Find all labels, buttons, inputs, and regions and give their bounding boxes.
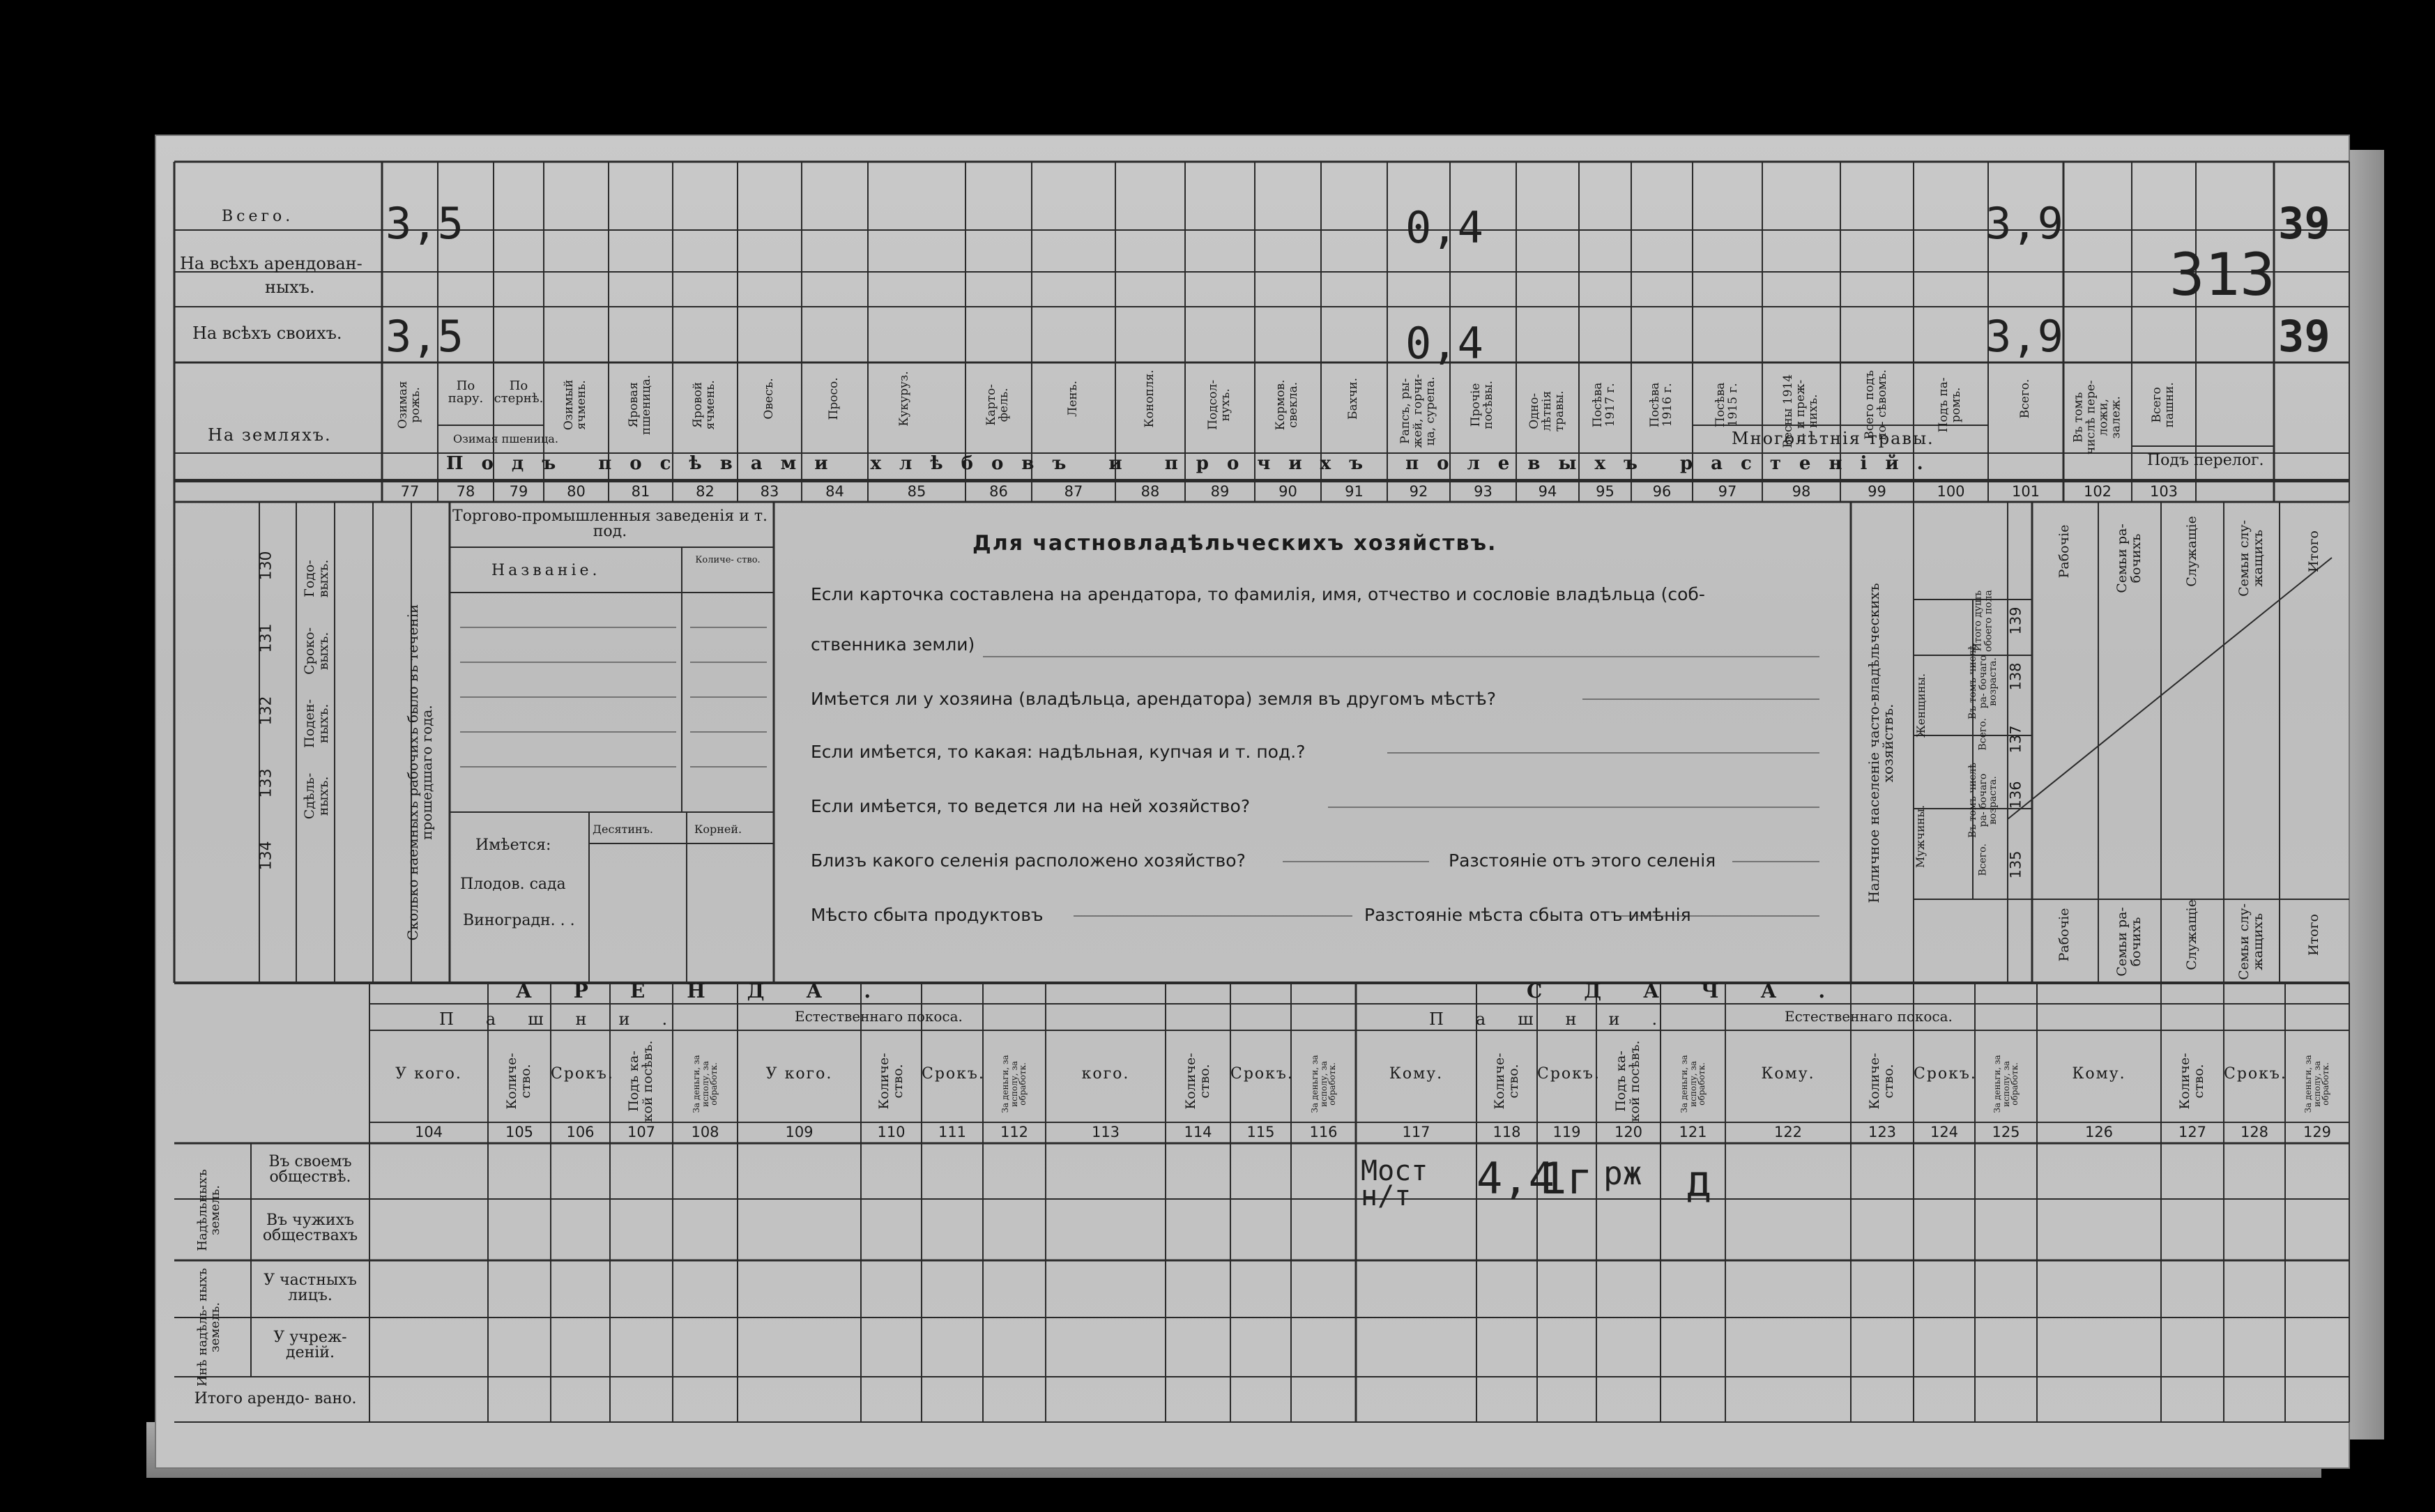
col-number-101: 101	[2011, 483, 2040, 500]
lease-number-120: 120	[1614, 1124, 1643, 1140]
lease-number-126: 126	[2084, 1124, 2114, 1140]
worker-num-134: 134	[257, 841, 275, 871]
col-number-83: 83	[760, 483, 779, 500]
lease-number-121: 121	[1679, 1124, 1707, 1140]
private-line-1: Если карточка составлена на арендатора, то фамилiя, имя, отчество и сословiе владѣльца (соб-	[811, 584, 1705, 604]
private-line-8: Мѣсто сбыта продуктовъ	[811, 905, 1044, 925]
private-title: Для частновладѣльческихъ хозяйствъ.	[972, 531, 1497, 556]
lease-number-123: 123	[1868, 1124, 1897, 1140]
crop-header-87: Ленъ.	[1066, 381, 1081, 417]
pop-label-137: Всего.	[1977, 718, 1989, 751]
row-label-rented-2: ныхъ.	[265, 277, 315, 297]
private-line-7: Разстоянiе отъ этого селенiя	[1449, 850, 1716, 871]
col-number-98: 98	[1792, 483, 1811, 500]
col-number-85: 85	[907, 483, 926, 500]
lease-number-106: 106	[566, 1124, 595, 1140]
crop-header-96: Посѣва 1916 г.	[1648, 382, 1674, 428]
col-number-78: 78	[456, 483, 475, 500]
lease-header-125: За деньги, за исполу, за обработк.	[1992, 1055, 2020, 1113]
arenda-pashni: Пашни.	[439, 1009, 700, 1029]
lease-header-129: За деньги, за исполу, за обработк.	[2303, 1055, 2331, 1113]
pop-num-136: 136	[2007, 781, 2024, 809]
lease-header-108: За деньги, за исполу, за обработк.	[691, 1055, 719, 1113]
lease-number-119: 119	[1552, 1124, 1581, 1140]
private-line-2: ственника земли)	[811, 634, 975, 655]
row-label-lands: На земляхъ.	[208, 425, 332, 445]
pop-label-138: Въ томъ числѣ ра- бочаго возраста.	[1967, 644, 1999, 719]
women-label: Женщины.	[1914, 673, 1928, 738]
col-number-87: 87	[1064, 483, 1083, 500]
crop-header-102: Въ томъ числѣ пере- ложи, залеж.	[2071, 380, 2123, 455]
sdacha-pashni: Пашни.	[1429, 1009, 1690, 1029]
crop-header-79: По стернѣ.	[494, 379, 544, 406]
crop-header-100: Подъ па- ромъ.	[1937, 377, 1963, 433]
lease-number-104: 104	[414, 1124, 443, 1140]
crop-header-90: Кормов. свекла.	[1274, 379, 1300, 431]
worker-label-131: Сроко- выхъ.	[302, 627, 331, 675]
trade-qty-header: Количе- ство.	[695, 555, 761, 565]
hw-121: д	[1686, 1156, 1712, 1207]
men-label: Мужчины.	[1914, 804, 1928, 869]
lease-header-113: кого.	[1081, 1065, 1130, 1083]
row-total-rented: Итого арендо- вано.	[194, 1390, 357, 1407]
row-own-society: Въ своемъ обществѣ.	[268, 1153, 352, 1186]
lease-number-118: 118	[1493, 1124, 1521, 1140]
hw-own-103: 39	[2278, 311, 2330, 362]
pop-num-139: 139	[2007, 606, 2024, 635]
worker-label-133: Сдѣль- ныхъ.	[302, 772, 331, 820]
crop-header-88: Конопля.	[1143, 369, 1157, 428]
lease-header-106: Срокъ.	[551, 1065, 614, 1083]
row-label-rented: На всѣхъ арендован-	[180, 254, 362, 273]
arenda-title: АРЕНДА.	[516, 979, 913, 1002]
col-number-77: 77	[400, 483, 420, 500]
lease-header-117: Кому.	[1389, 1065, 1444, 1083]
col-number-79: 79	[509, 483, 528, 500]
private-line-3: Имѣется ли у хозяина (владѣльца, арендатора) земля въ другомъ мѣстѣ?	[811, 689, 1497, 709]
col-number-82: 82	[696, 483, 715, 500]
staff-head-4: Итого	[2306, 530, 2322, 572]
lease-number-122: 122	[1773, 1124, 1803, 1140]
crop-header-78: По пару.	[448, 379, 484, 406]
perennial-grass-label: Многолѣтнiя травы.	[1732, 429, 1934, 448]
lease-header-122: Кому.	[1761, 1065, 1815, 1083]
lease-number-107: 107	[627, 1124, 656, 1140]
crop-header-92: Рапсъ, ры- жей, горчи- ца, сурепа.	[1398, 374, 1437, 448]
crop-header-80: Озимый ячмень.	[562, 379, 588, 431]
workers-title: Сколько наемныхъ рабочихъ было въ теченiи прошедшаго года.	[404, 604, 435, 941]
staff-head-0: Рабочiе	[2056, 524, 2073, 579]
lease-number-125: 125	[1992, 1124, 2020, 1140]
row-private: У частныхъ лицъ.	[264, 1272, 357, 1304]
crop-header-85: Кукуруз.	[897, 371, 912, 427]
worker-num-131: 131	[257, 623, 275, 653]
winter-wheat-label: Озимая пшеница.	[453, 432, 558, 445]
lease-number-127: 127	[2178, 1124, 2207, 1140]
hw-119: 1г	[1541, 1153, 1593, 1204]
col-number-88: 88	[1140, 483, 1160, 500]
lease-number-109: 109	[785, 1124, 814, 1140]
crop-header-83: Овесъ.	[762, 378, 777, 420]
lease-header-119: Срокъ.	[1537, 1065, 1601, 1083]
fallow-label: Подъ перелог.	[2147, 452, 2264, 469]
staff-foot-0: Рабочiе	[2056, 908, 2073, 962]
staff-foot-2: Служащiе	[2184, 899, 2200, 970]
lease-header-115: Срокъ.	[1230, 1065, 1294, 1083]
crops-band: Подъ посѣвами хлѣбовъ и прочихъ полевыхъ растенiй.	[446, 453, 1941, 474]
col-number-100: 100	[1937, 483, 1965, 500]
row-label-total: Всего.	[222, 208, 294, 225]
inye-label: Инѣ надѣль- ныхъ земель.	[195, 1268, 222, 1387]
hw-rent-101: 313	[2169, 240, 2275, 309]
staff-foot-3: Семьи слу- жащихъ	[2236, 903, 2266, 980]
col-number-102: 102	[2083, 483, 2112, 500]
col-number-96: 96	[1652, 483, 1672, 500]
lease-header-107: Подъ ка- кой посѣвъ.	[626, 1040, 655, 1122]
lease-header-123: Количе- ство.	[1867, 1053, 1896, 1110]
population-title: Наличное населенiе часто-владѣльческихъ хозяйствъ.	[1865, 583, 1896, 903]
col-number-99: 99	[1868, 483, 1886, 500]
staff-head-3: Семьи слу- жащихъ	[2236, 519, 2266, 597]
private-line-4: Если имѣется, то какая: надѣльная, купчая и т. под.?	[811, 742, 1306, 762]
staff-foot-1: Семьи ра- бочихъ	[2114, 907, 2144, 977]
pop-label-135: Всего.	[1977, 843, 1989, 876]
crop-header-82: Яровой ячмень.	[691, 380, 717, 430]
pop-label-136: Въ томъ числѣ ра- бочаго возраста.	[1967, 763, 1999, 838]
crop-header-77: Озимая рожь.	[396, 381, 422, 429]
crop-header-103: Всего пашни.	[2150, 382, 2176, 428]
lease-number-111: 111	[938, 1124, 967, 1140]
lease-number-105: 105	[505, 1124, 534, 1140]
lease-number-128: 128	[2240, 1124, 2269, 1140]
lease-header-116: За деньги, за исполу, за обработк.	[1309, 1055, 1337, 1113]
lease-number-113: 113	[1091, 1124, 1120, 1140]
col-number-94: 94	[1538, 483, 1557, 500]
hw-own-77: 3,5	[386, 311, 464, 362]
staff-foot-4: Итого	[2306, 914, 2322, 956]
nadel-label: Надѣльныхъ земель.	[195, 1169, 222, 1251]
row-institutions: У учреж- денiй.	[273, 1329, 347, 1361]
crop-header-99: Всего подъ по- сѣвомъ.	[1863, 369, 1889, 441]
col-number-91: 91	[1345, 483, 1364, 500]
worker-label-132: Поден- ныхъ.	[302, 698, 331, 748]
lease-header-127: Количе- ство.	[2177, 1053, 2206, 1110]
hw-118: 4,4	[1476, 1153, 1555, 1204]
crop-header-94: Одно- лѣтнiя травы.	[1527, 390, 1566, 432]
lease-header-109: У кого.	[765, 1065, 833, 1083]
korney-header: Корней.	[694, 823, 742, 836]
lease-number-108: 108	[691, 1124, 719, 1140]
vineyard-label: Виноградн. . .	[463, 912, 575, 929]
crop-header-95: Посѣва 1917 г.	[1591, 382, 1617, 428]
pop-num-137: 137	[2007, 725, 2024, 754]
crop-header-86: Карто- фель.	[984, 384, 1011, 426]
lease-header-121: За деньги, за исполу, за обработк.	[1679, 1055, 1707, 1113]
trade-name-header: Названiе.	[491, 562, 601, 579]
sdacha-pokos: Естественнаго покоса.	[1785, 1008, 1953, 1025]
lease-number-116: 116	[1309, 1124, 1338, 1140]
lease-header-105: Количе- ство.	[504, 1053, 533, 1110]
col-number-95: 95	[1596, 483, 1615, 500]
crop-header-93: Прочiе посѣвы.	[1469, 380, 1495, 429]
diagonal-stroke	[2008, 558, 2332, 819]
lease-number-115: 115	[1246, 1124, 1275, 1140]
desyatin-header: Десятинъ.	[593, 823, 653, 836]
lease-number-124: 124	[1930, 1124, 1959, 1140]
hw-total-103: 39	[2278, 198, 2330, 249]
lease-header-112: За деньги, за исполу, за обработк.	[1000, 1055, 1028, 1113]
hw-own-91: 0,4	[1405, 318, 1483, 369]
crop-header-89: Подсол- нухъ.	[1206, 379, 1232, 430]
crop-header-101: Всего.	[2018, 379, 2033, 419]
lease-header-118: Количе- ство.	[1491, 1053, 1521, 1110]
hw-total-91: 0,4	[1405, 202, 1483, 253]
col-number-90: 90	[1278, 483, 1297, 500]
pop-num-135: 135	[2007, 850, 2024, 879]
staff-head-2: Служащiе	[2184, 516, 2200, 587]
private-line-9: Разстоянiе мѣста сбыта отъ имѣнiя	[1364, 905, 1691, 925]
worker-num-133: 133	[257, 768, 275, 798]
lease-header-114: Количе- ство.	[1182, 1053, 1212, 1110]
crop-header-84: Просо.	[827, 377, 841, 420]
lease-header-120: Подъ ка- кой посѣвъ.	[1613, 1040, 1642, 1122]
col-number-86: 86	[989, 483, 1008, 500]
pop-num-138: 138	[2007, 662, 2024, 691]
worker-num-132: 132	[257, 696, 275, 726]
col-number-92: 92	[1409, 483, 1428, 500]
crop-header-97: Посѣва 1915 г.	[1713, 382, 1740, 428]
col-number-93: 93	[1474, 483, 1493, 500]
worker-label-130: Годо- выхъ.	[302, 559, 331, 598]
lease-number-114: 114	[1184, 1124, 1212, 1140]
lease-header-104: У кого.	[395, 1065, 462, 1083]
staff-head-1: Семьи ра- бочихъ	[2114, 524, 2144, 593]
col-number-97: 97	[1718, 483, 1737, 500]
worker-num-130: 130	[257, 551, 275, 581]
imeetsya-label: Имѣется:	[475, 837, 551, 854]
sdacha-title: СДАЧА.	[1527, 979, 1868, 1002]
lease-header-126: Кому.	[2072, 1065, 2126, 1083]
private-line-5: Если имѣется, то ведется ли на ней хозяйство?	[811, 796, 1251, 816]
hw-117: Мост н/т	[1361, 1155, 1428, 1212]
lease-number-129: 129	[2303, 1124, 2332, 1140]
row-label-own: На всѣхъ своихъ.	[192, 323, 342, 343]
col-number-81: 81	[631, 483, 650, 500]
hw-120: рж	[1603, 1154, 1642, 1192]
private-line-6: Близъ какого селенiя расположено хозяйство?	[811, 850, 1246, 871]
arenda-pokos: Естественнаго покоса.	[795, 1008, 963, 1025]
hw-total-77: 3,5	[386, 198, 464, 249]
col-number-80: 80	[567, 483, 586, 500]
col-number-103: 103	[2149, 483, 2178, 500]
hw-own-99: 3,9	[1985, 311, 2063, 362]
hw-total-99: 3,9	[1985, 198, 2063, 249]
lease-header-124: Срокъ.	[1914, 1065, 1977, 1083]
crop-header-81: Яровая пшеница.	[627, 374, 653, 436]
lease-number-117: 117	[1402, 1124, 1430, 1140]
lease-header-128: Срокъ.	[2224, 1065, 2287, 1083]
col-number-84: 84	[825, 483, 844, 500]
crop-header-98: Весны 1914 г. и преж- нихъ.	[1781, 374, 1820, 448]
lease-number-110: 110	[877, 1124, 906, 1140]
trade-title: Торгово-промышленныя заведенiя и т. под.	[452, 507, 768, 540]
lease-header-111: Срокъ.	[922, 1065, 985, 1083]
lease-header-110: Количе- ство.	[876, 1053, 906, 1110]
lease-number-112: 112	[1000, 1124, 1029, 1140]
row-other-society: Въ чужихъ обществахъ	[262, 1212, 358, 1244]
pop-label-139: Итого душъ обоего пола	[1972, 590, 1994, 652]
col-number-89: 89	[1210, 483, 1230, 500]
crop-header-91: Бахчи.	[1346, 377, 1361, 420]
orchard-label: Плодов. сада	[460, 876, 566, 893]
